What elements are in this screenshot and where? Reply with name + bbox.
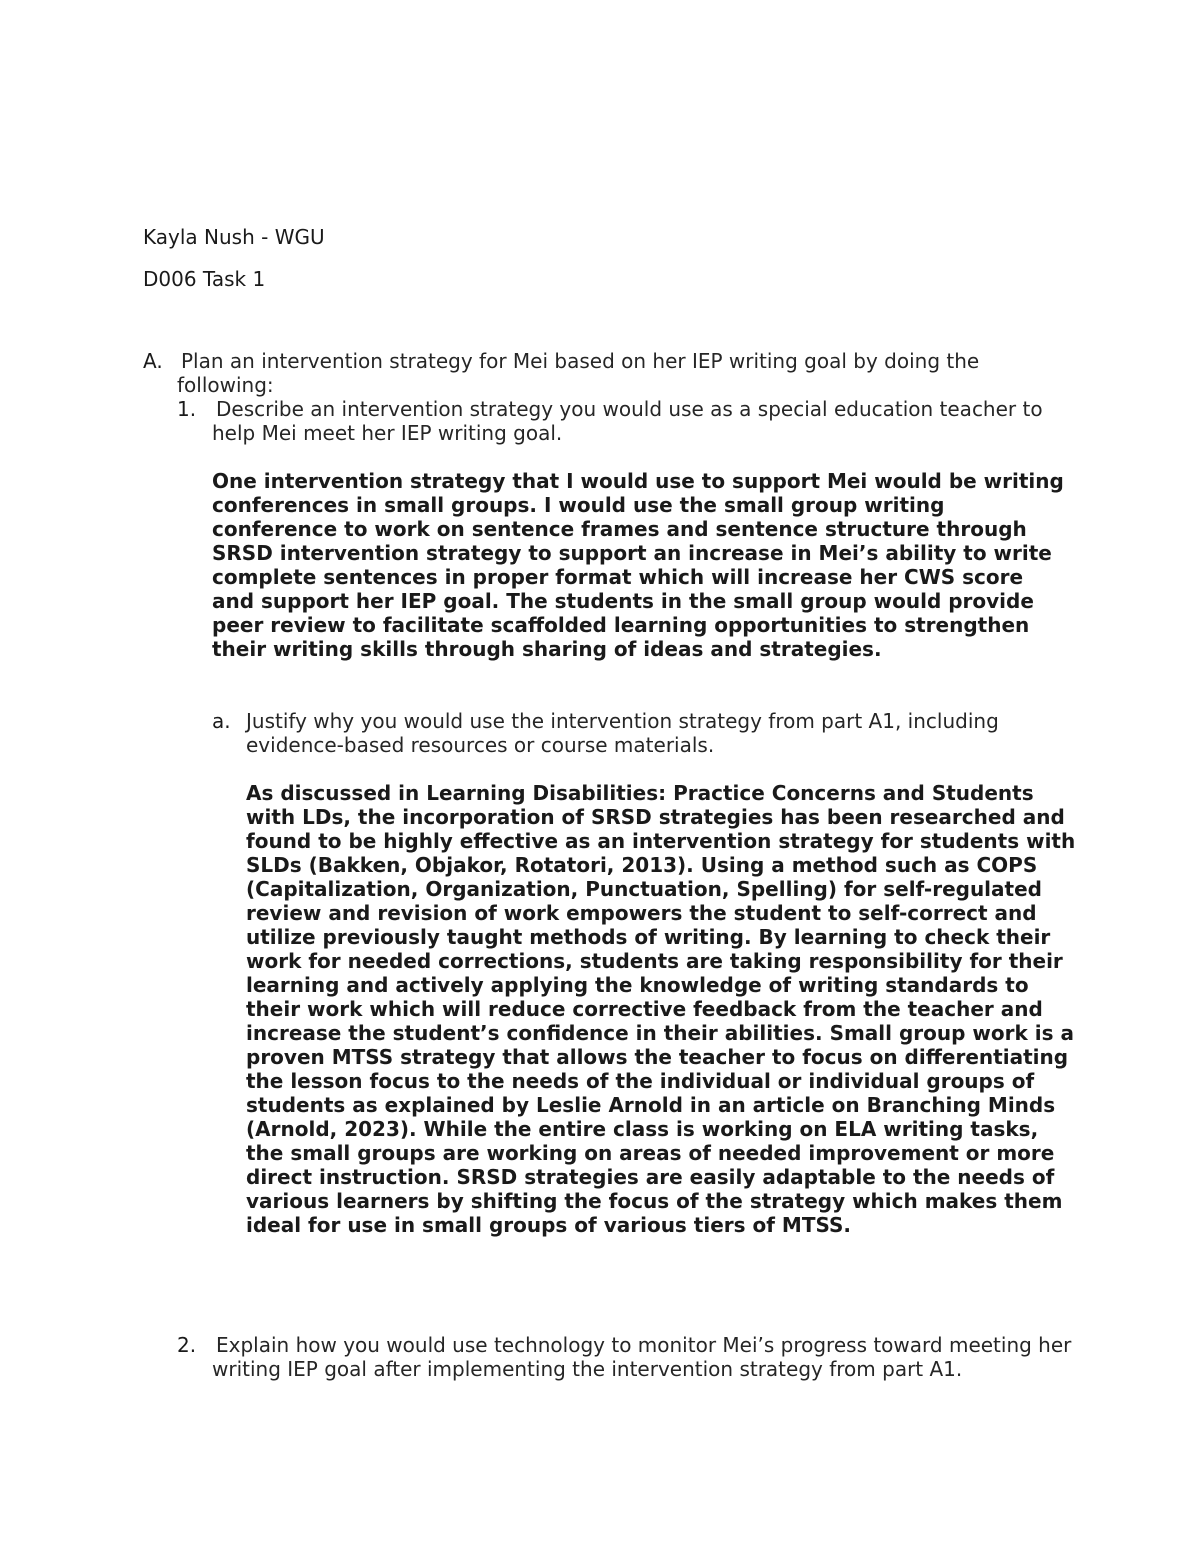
sub-a-answer: As discussed in Learning Disabilities: Practice Concerns and Students with LDs, the incorporation of SRSD strategies has been researched and found to be highly effective as an intervention strategy for students with SLDs (Bakken, Objakor, Rotatori, 2013). Using a method such as COPS (Capitalization, Organization, Punctuation, Spelling) for self-regulated review and revision of work empowers the student to self-correct and utilize previously taught methods of writing. By learning to check their work for needed corrections, students are taking responsibility for their learning and actively applying the knowledge of writing standards to their work which will reduce corrective feedback from the teacher and increase the student’s confidence in their abilities. Small group work is a proven MTSS strategy that allows the teacher to focus on differentiating the lesson focus to the needs of the individual or individual groups of students as explained by Leslie Arnold in an article on Branching Minds (Arnold, 2023). While the entire class is working on ELA writing tasks, the small groups are working on areas of needed improvement or more direct instruction. SRSD strategies are easily adaptable to the needs of various learners by shifting the focus of the strategy which makes them ideal for use in small groups of various tiers of MTSS. [246,781,1076,1237]
item-1-prompt: Describe an intervention strategy you would use as a special education teacher to help Mei meet her IEP writing goal. [212,397,1043,445]
sub-a-prompt: Justify why you would use the intervention strategy from part A1, including evidence-based resources or course materials. [246,709,999,757]
item-2-marker: 2. [177,1333,197,1357]
item-1-answer: One intervention strategy that I would use to support Mei would be writing conferences in small groups. I would use the small group writing conference to work on sentence frames and sentence structure through SRSD intervention strategy to support an increase in Mei’s ability to write complete sentences in proper format which will increase her CWS score and support her IEP goal. The students in the small group would provide peer review to facilitate scaffolded learning opportunities to strengthen their writing skills through sharing of ideas and strategies. [212,469,1064,661]
section-a-prompt: Plan an intervention strategy for Mei based on her IEP writing goal by doing the following: [177,349,980,397]
author-line: Kayla Nush - WGU [143,225,325,249]
section-a-marker: A. [143,349,163,373]
item-1-marker: 1. [177,397,197,421]
sub-a-marker: a. [212,709,231,733]
item-2-prompt: Explain how you would use technology to monitor Mei’s progress toward meeting her writing IEP goal after implementing the intervention strategy from part A1. [212,1333,1072,1381]
task-title: D006 Task 1 [143,267,266,291]
